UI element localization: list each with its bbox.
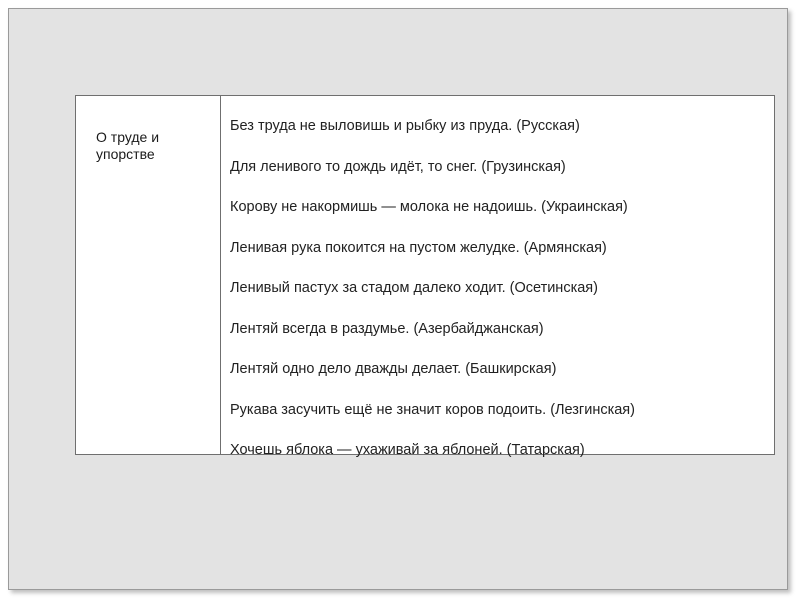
proverbs-table (75, 95, 775, 458)
proverb-line: Лентяй одно дело дважды делает. (Башкирская) (230, 361, 557, 377)
proverb-line: Для ленивого то дождь идёт, то снег. (Грузинская) (230, 158, 566, 175)
proverb-line: Хочешь яблока — ухаживай за яблоней. (Татарская) (230, 442, 585, 458)
topic-cell (76, 96, 221, 454)
proverbs-cell (221, 96, 774, 458)
proverb-line: Лентяй всегда в раздумье. (Азербайджанская) (230, 320, 544, 337)
topic-label: О труде и упорстве (96, 129, 160, 162)
proverb-line: Ленивая рука покоится на пустом желудке. (Армянская) (230, 239, 607, 256)
proverb-line: Ленивый пастух за стадом далеко ходит. (Осетинская) (230, 280, 598, 296)
proverb-line: Рукава засучить ещё не значит коров подоить. (Лезгинская) (230, 401, 635, 418)
proverb-line: Корову не накормишь — молока не надоишь. (Украинская) (230, 199, 628, 215)
slide-frame (8, 8, 788, 590)
proverb-line: Без труда не выловишь и рыбку из пруда. (Русская) (230, 118, 580, 134)
